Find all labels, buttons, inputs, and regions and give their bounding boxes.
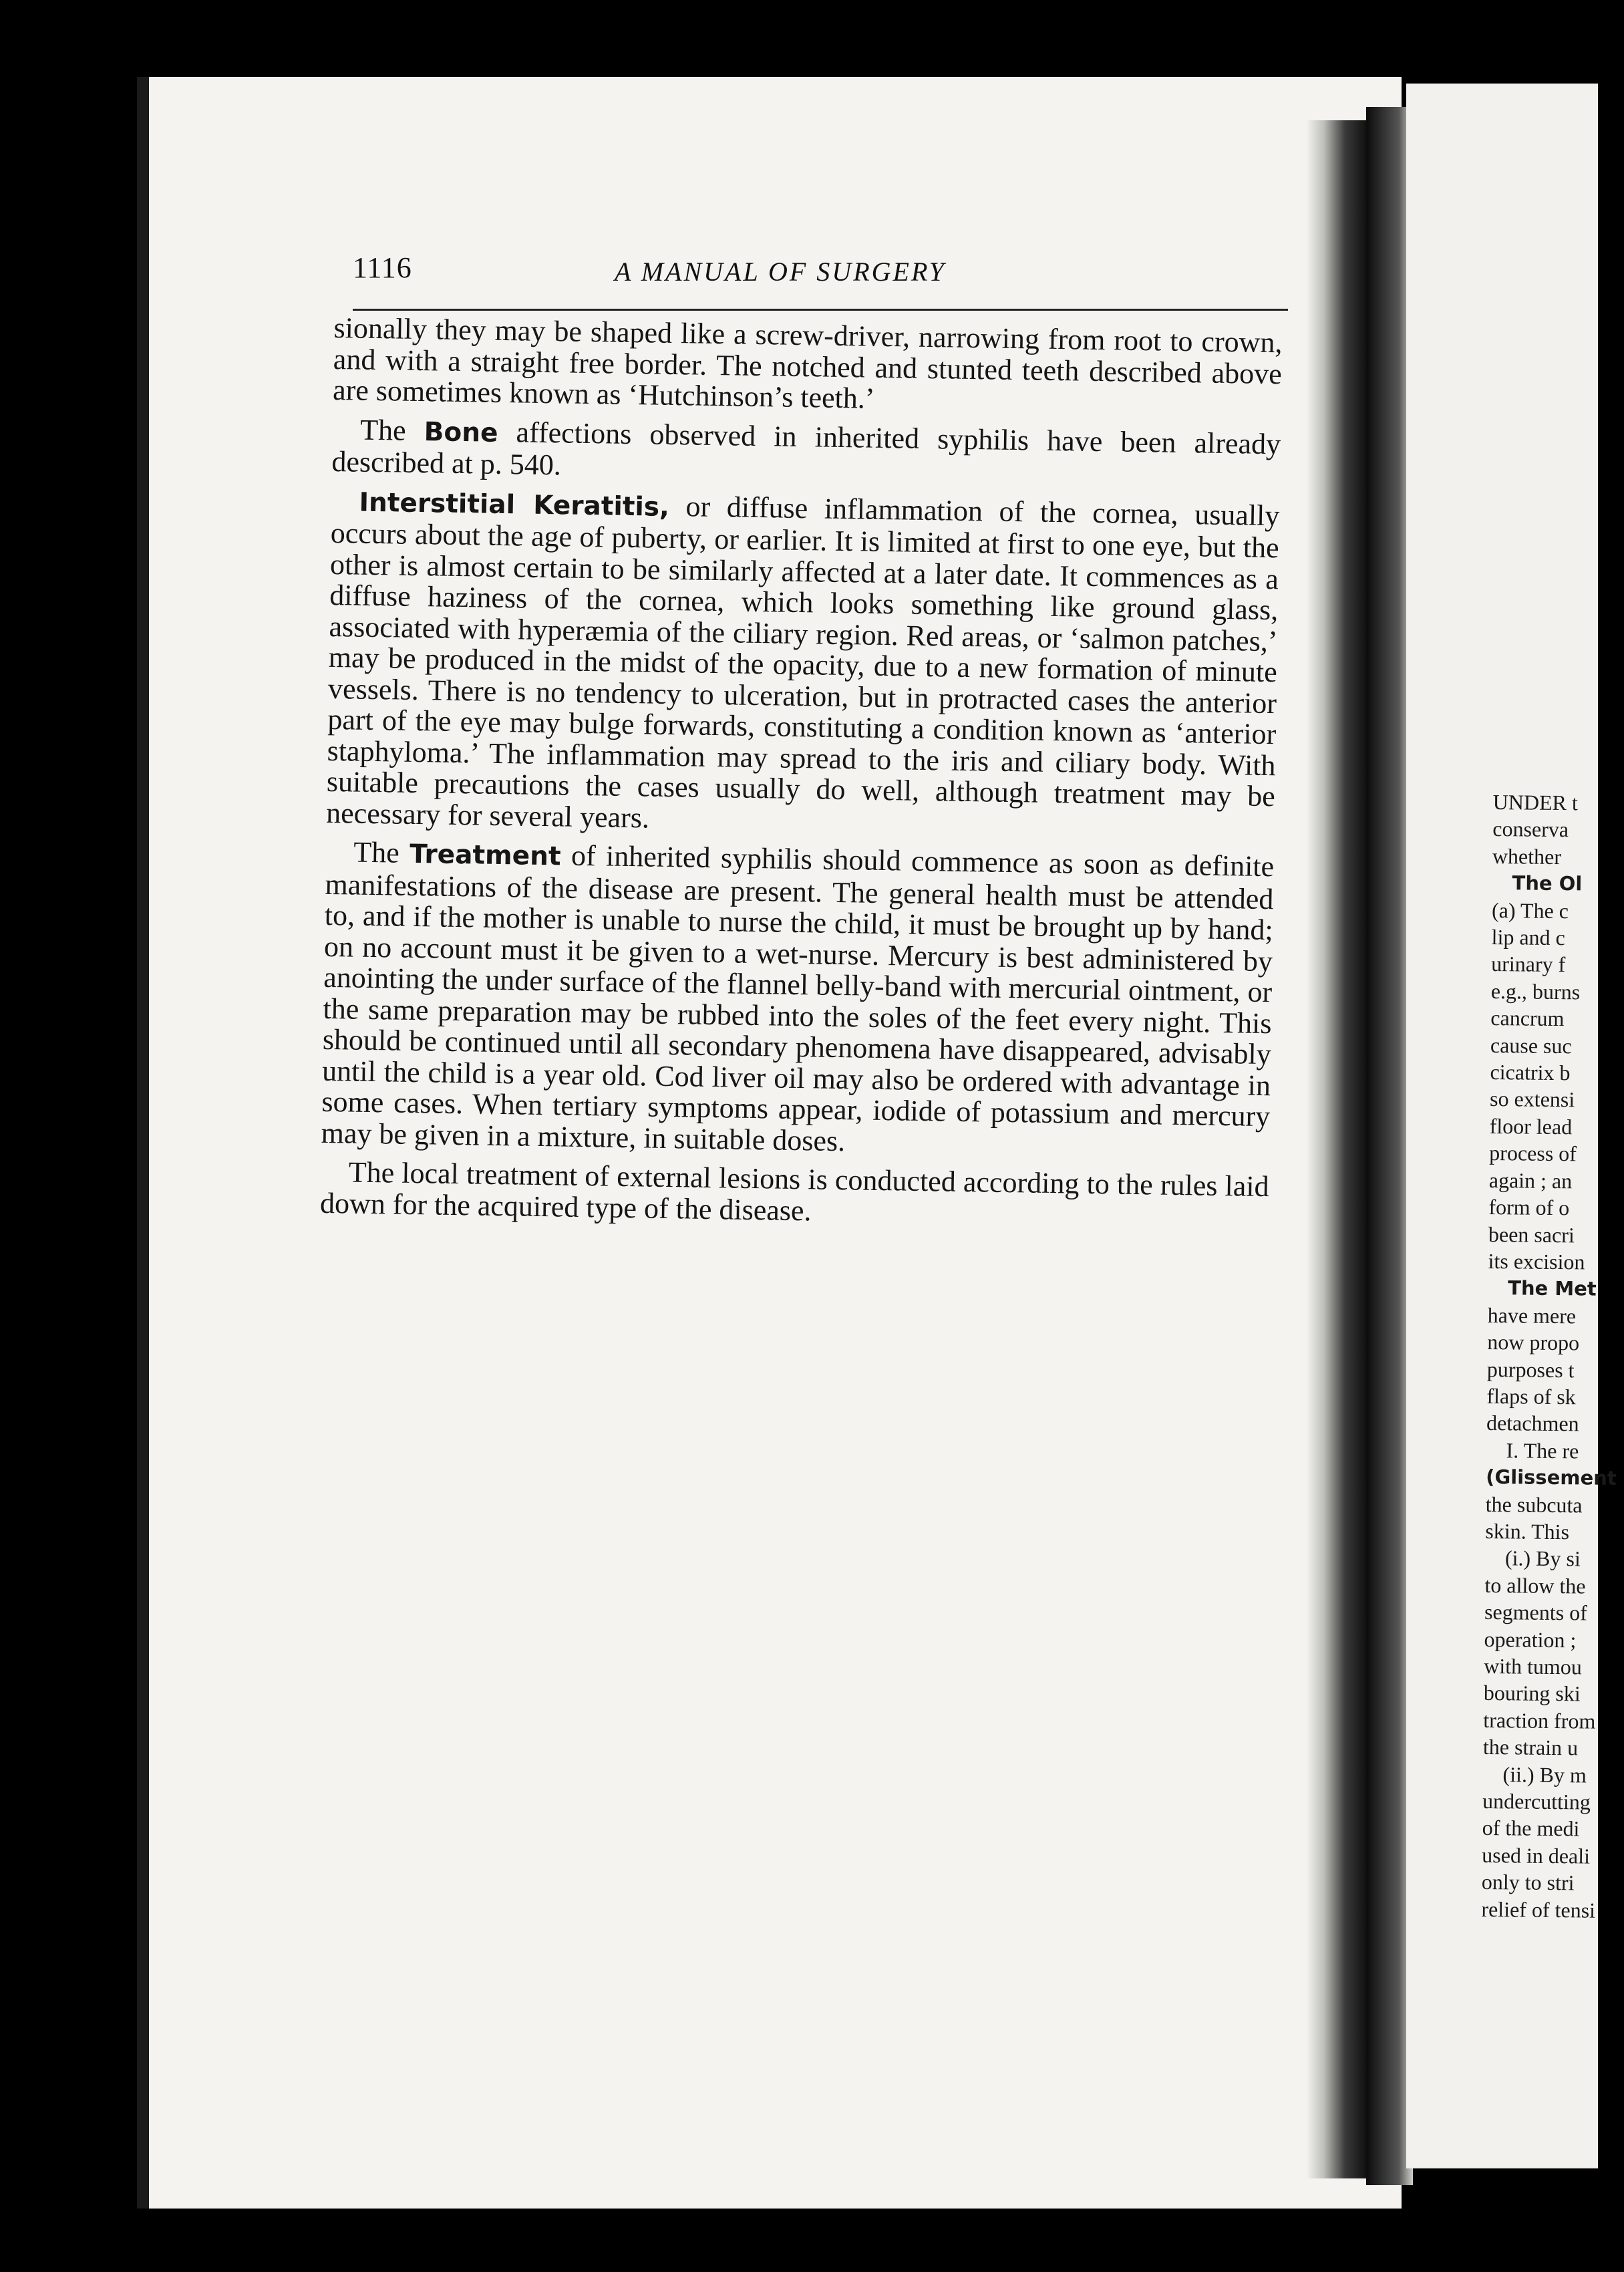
facing-line: lip and c (1491, 925, 1566, 950)
term-bone: Bone (424, 416, 498, 448)
facing-line: the subcuta (1485, 1492, 1583, 1518)
facing-line: (i.) By si (1504, 1546, 1581, 1571)
paragraph-bone (331, 414, 1281, 492)
facing-line: only to stri (1481, 1870, 1575, 1895)
page-number: 1116 (353, 251, 412, 284)
facing-line: of the medi (1482, 1816, 1580, 1841)
paragraph-treatment-text: of inherited syphilis should commence as soon as definite manifestations of the disease are present. The general health must be attended to, and if the mother is unable to nurse the child, it must be brought up by hand; on no account must it be given to a wet-nurse. Mercury is best administered by anointing the under surface of the flannel belly-band with mercurial ointment, or the same preparation may be rubbed into the soles of the feet every night. This should be continued until all secondary phenomena have disappeared, advisably until the child is a year old. Cod liver oil may also be ordered with advantage in some cases. When tertiary symptoms appear, iodide of potassium and mercury may be given in a mixture, in suitable doses. (321, 839, 1275, 1157)
paragraph-treatment-lead: The (353, 835, 410, 869)
paragraph-bone-lead: The (359, 413, 425, 447)
facing-line: bouring ski (1483, 1681, 1581, 1706)
facing-line: again ; an (1488, 1167, 1573, 1193)
facing-line: purposes t (1486, 1357, 1575, 1382)
facing-line: detachmen (1486, 1411, 1579, 1436)
facing-line: urinary f (1491, 952, 1566, 977)
facing-line: the strain u (1482, 1735, 1579, 1760)
facing-line: conserva (1492, 817, 1569, 842)
paragraph-keratitis (326, 485, 1280, 843)
facing-line: (Glissement (1486, 1465, 1617, 1490)
main-text-column (320, 313, 1283, 1234)
facing-line: been sacri (1488, 1222, 1575, 1247)
facing-page-text (1481, 789, 1617, 1924)
facing-line: skin. This (1485, 1518, 1570, 1544)
facing-line: cancrum (1490, 1006, 1565, 1031)
facing-line: process of (1489, 1141, 1577, 1166)
facing-line: The Ol (1512, 871, 1583, 895)
facing-line: floor lead (1489, 1113, 1573, 1139)
facing-line: relief of tensi (1481, 1896, 1596, 1923)
term-treatment: Treatment (409, 839, 561, 872)
facing-line: (ii.) By m (1502, 1761, 1587, 1788)
facing-line: e.g., burns (1490, 978, 1581, 1004)
running-header (353, 251, 1288, 304)
paragraph-teeth: sionally they may be shaped like a screw-driver, narrowing from root to crown, and with a straight free border. The notched and stunted teeth described above are sometimes known as ‘Hutchinson’s teeth.’ (332, 311, 1283, 415)
facing-line: cicatrix b (1490, 1060, 1571, 1085)
facing-line: segments of (1484, 1600, 1588, 1625)
facing-line: cause suc (1490, 1032, 1572, 1058)
paragraph-keratitis-text: or diffuse inflammation of the cornea, usually occurs about the age of puberty, or earlier. It is limited at first to one eye, but the other is almost certain to be similarly affected at a later date. It commences as a diffuse haziness of the cornea, which looks something like ground glass, associated with hyperæmia of the ciliary region. Red areas, or ‘salmon patches,’ may be produced in the midst of the opacity, due to a new formation of minute vessels. There is no tendency to ulceration, but in protracted cases the anterior part of the eye may bulge forwards, constituting a condition known as ‘anterior staphyloma.’ The inflammation may spread to the iris and ciliary body. With suitable precautions the cases usually do well, although treatment may be necessary for several years. (325, 489, 1280, 835)
facing-line: flaps of sk (1486, 1383, 1576, 1409)
facing-line: I. The re (1506, 1438, 1579, 1463)
term-interstitial-keratitis: Interstitial Keratitis, (359, 487, 670, 523)
facing-line: form of o (1488, 1195, 1570, 1220)
paragraph-local-treatment: The local treatment of external lesions is conducted according to the rules laid down for the acquired type of the disease. (319, 1155, 1270, 1227)
facing-line: so extensi (1489, 1087, 1575, 1112)
paragraph-treatment (321, 837, 1274, 1163)
facing-line: whether (1492, 843, 1562, 869)
facing-line: to allow the (1484, 1572, 1586, 1598)
facing-line: operation ; (1484, 1626, 1577, 1652)
facing-line: undercutting (1482, 1788, 1591, 1814)
facing-line: have mere (1487, 1302, 1577, 1328)
page-gutter-shadow (1306, 120, 1366, 2178)
facing-line: The Met (1507, 1276, 1597, 1300)
facing-line: with tumou (1484, 1653, 1583, 1679)
paragraph-bone-text: affections observed in inherited syphilis have been already described at p. 540. (331, 415, 1281, 482)
facing-line: UNDER t (1492, 789, 1579, 815)
running-title: A MANUAL OF SURGERY (615, 257, 946, 287)
header-rule (353, 309, 1288, 311)
facing-line: its excision (1488, 1248, 1585, 1274)
facing-line: (a) The c (1491, 897, 1569, 923)
facing-line: traction from (1483, 1707, 1596, 1733)
facing-line: now propo (1487, 1330, 1580, 1355)
facing-line: used in deali (1482, 1842, 1591, 1868)
